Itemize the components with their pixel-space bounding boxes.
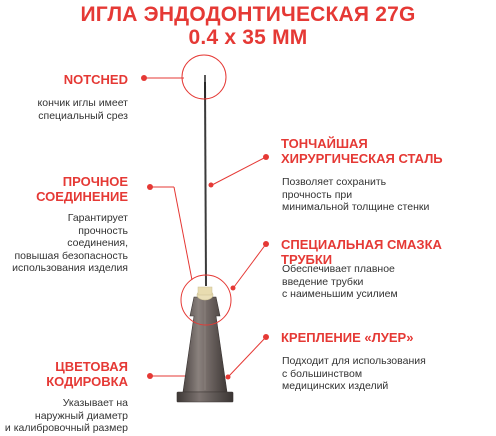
steel-description: Позволяет сохранить прочность при минимальной толщине стенки bbox=[282, 176, 430, 213]
needle-hub-flange bbox=[177, 392, 233, 402]
lubricant-description: Обеспечивает плавное введение трубки с наименьшим усилием bbox=[282, 263, 398, 300]
lubricant-anchor-dot bbox=[231, 286, 236, 291]
luer-description: Подходит для использования с большинством медицинских изделий bbox=[282, 355, 426, 392]
lubricant-heading: СПЕЦИАЛЬНАЯ СМАЗКА ТРУБКИ bbox=[281, 237, 442, 267]
page-subtitle: 0.4 x 35 MM bbox=[188, 26, 308, 49]
luer-anchor-dot bbox=[226, 375, 231, 380]
lubricant-dot bbox=[263, 241, 269, 247]
durable-description: Гарантирует прочность соединения, повышая безопасность использования изделия bbox=[12, 212, 128, 274]
needle-shaft bbox=[205, 82, 206, 286]
lubricant-connector-line bbox=[234, 244, 266, 287]
notched-dot bbox=[141, 75, 147, 81]
steel-connector-line bbox=[212, 157, 266, 185]
page-title: ИГЛА ЭНДОДОНТИЧЕСКАЯ 27G bbox=[80, 3, 416, 26]
durable-dot bbox=[147, 184, 153, 190]
luer-dot bbox=[263, 334, 269, 340]
notched-description: кончик иглы имеет специальный срез bbox=[37, 97, 128, 122]
steel-dot bbox=[263, 154, 269, 160]
luer-connector-line bbox=[229, 337, 266, 376]
steel-heading: ТОНЧАЙШАЯ ХИРУРГИЧЕСКАЯ СТАЛЬ bbox=[281, 136, 443, 166]
tip-highlight-circle bbox=[182, 55, 226, 99]
color-coding-description: Указывает на наружный диаметр и калибровочный размер bbox=[4, 397, 128, 434]
durable-heading: ПРОЧНОЕ СОЕДИНЕНИЕ bbox=[36, 174, 128, 204]
color-coding-dot bbox=[147, 373, 153, 379]
steel-anchor-dot bbox=[209, 183, 214, 188]
notched-heading: NOTCHED bbox=[63, 72, 128, 87]
color-coding-heading: ЦВЕТОВАЯ КОДИРОВКА bbox=[46, 359, 128, 389]
luer-heading: КРЕПЛЕНИЕ «ЛУЕР» bbox=[281, 330, 414, 345]
durable-connector-diagonal bbox=[174, 187, 192, 280]
